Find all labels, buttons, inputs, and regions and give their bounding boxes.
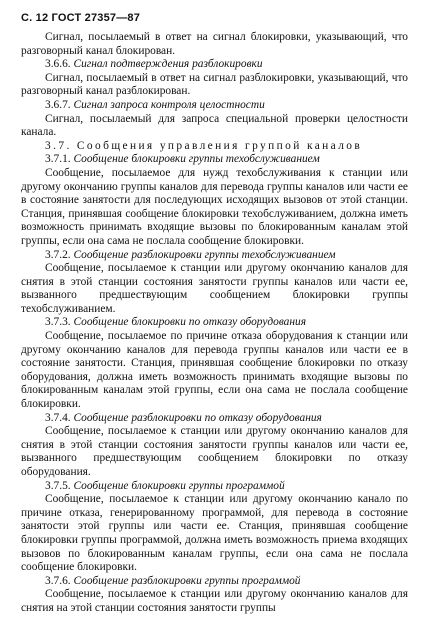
section-number: 3.7.6.: [45, 574, 71, 587]
paragraph: Сообщение, посылаемое к станции или другому окончанию канало по причине отказа, генерированному программой, для перевода в состояние занятости этой группы или части ее. Станция, принявшая сообщение блокировки группы программой, должна иметь возможность приема входящих вызовов по блокированным каналам группы, если она сама не послала сообщение блокировки.: [21, 493, 408, 574]
section-title: Сигнал запроса контроля целостности: [73, 98, 265, 111]
section-heading: [45, 480, 408, 494]
paragraph: Сообщение, посылаемое к станции или другому окончанию каналов для снятия в этой станции состояния занятости группы каналов или части ее, вызванного предшествующим сообщением блокировки группы техобслуживанием.: [21, 262, 408, 315]
section-number: 3.6.6.: [45, 58, 71, 71]
paragraph: Сигнал, посылаемый для запроса специальной проверки целостности канала.: [21, 112, 408, 139]
section-number: 3.7.1.: [45, 153, 71, 166]
section-number: 3.7.3.: [45, 316, 71, 329]
section-number: 3.7.4.: [45, 411, 71, 424]
section-heading: [45, 99, 408, 113]
section-title: Сообщение разблокировки группы техобслуживанием: [73, 248, 336, 261]
paragraph: Сигнал, посылаемый в ответ на сигнал блокировки, указывающий, что разговорный канал блокирован.: [21, 31, 408, 57]
section-title: Сообщение блокировки группы техобслуживанием: [73, 153, 320, 166]
paragraph: Сообщение, посылаемое к станции или другому окончанию каналов для снятия в этой станции состояния занятости группы каналов или части ее, вызванного предшествующим сообщением блокировки по отказу оборудования.: [21, 425, 408, 478]
page-header: С. 12 ГОСТ 27357—87: [21, 12, 141, 24]
paragraph: Сообщение, посылаемое для нужд техобслуживания к станции или другому окончанию группы каналов для перевода группы каналов или части ее в состояние занятости для последующих исходящих вызовов от этой станции. Станция, принявшая сообщение блокировки техобслуживанием, должна иметь возможность принимать входящие вызовы по блокированным каналам этой группы, если она сама не послала сообщение блокировки.: [21, 166, 408, 247]
section-heading: [45, 316, 408, 330]
section-title: Сигнал подтверждения разблокировки: [73, 58, 263, 71]
paragraph: Сообщение, посылаемое к станции или другому окончанию каналов для снятия на этой станции состояния занятости группы: [21, 588, 408, 614]
section-heading: [45, 412, 408, 426]
section-heading: [45, 249, 408, 263]
section-number: 3.7.2.: [45, 248, 71, 261]
section-title: Сообщение блокировки группы программой: [73, 479, 285, 492]
section-heading: [45, 58, 408, 72]
paragraph: Сигнал, посылаемый в ответ на сигнал разблокировки, указывающий, что разговорный канал разблокирован.: [21, 71, 408, 98]
section-heading: [45, 575, 408, 589]
section-heading-main: 3.7. Сообщения управления группой каналов: [45, 139, 363, 152]
section-title: Сообщение разблокировки по отказу оборудования: [73, 411, 322, 424]
section-title: Сообщение блокировки по отказу оборудования: [73, 316, 307, 329]
section-title: Сообщение разблокировки группы программой: [73, 574, 301, 587]
paragraph: Сообщение, посылаемое по причине отказа оборудования к станции или другому окончанию каналов для перевода группы каналов или части ее в состояние занятости. Станция, принявшая сообщение блокировки по отказу оборудования, должна иметь возможность принимать входящие вызовы по блокированным каналам этой группы, если она сама не послала сообщение блокировки.: [21, 330, 408, 411]
section-number: 3.7.5.: [45, 479, 71, 492]
section-number: 3.6.7.: [45, 98, 71, 111]
section-heading: [45, 153, 408, 167]
